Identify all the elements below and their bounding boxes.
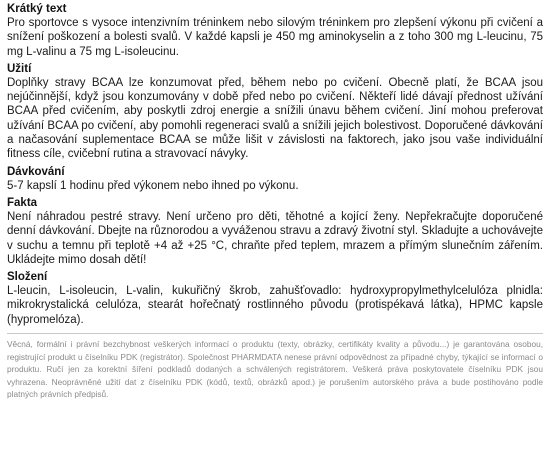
section-dosage (7, 165, 543, 193)
product-info (7, 2, 543, 401)
section-usage (7, 62, 543, 162)
section-paragraph: Doplňky stravy BCAA lze konzumovat před, během nebo po cvičení. Obecně platí, že BCAA jsou nejúčinnější, když jsou konzumovány v době před nebo po cvičení. Někteří lidé dávají přednost užívání BCAA před cvičením, aby poskytli zdroj energie a snížili únavu během cvičení. Jiní mohou preferovat užívání BCAA po cvičení, aby pomohli regeneraci svalů a snížili jejich bolestivost. Doporučené dávkování a načasování suplementace BCAA se může lišit v závislosti na faktorech, jako jsou vaše individuální fitness cíle, cvičební rutina a stravovací návyky. (7, 76, 543, 161)
section-heading: Fakta (7, 196, 38, 209)
section-facts (7, 196, 543, 267)
section-paragraph: 5-7 kapslí 1 hodinu před výkonem nebo ihned po výkonu. (7, 179, 299, 192)
section-short-text (7, 2, 543, 59)
legal-disclaimer: Věcná, formální i právní bezchybnost veškerých informací o produktu (texty, obrázky, certifikáty kvality a původu...) je garantována osobou, registrující produkt u číselníku PDK (registrátor). Společnost PHARMDATA nenese právní odpovědnost za případné chyby, týkající se informací o produktu. Ručí jen za korektní šíření podkladů dodaných a schválených registrátorem. Veškerá práva poskytovatele číselníku PDK jsou vyhrazena. Neoprávněné užití dat z číselníku PDK (kódů, textů, obrázků apod.) je porušením autorského práva a bude postihováno podle platných právních předpisů. (7, 339, 543, 400)
section-paragraph: L-leucin, L-isoleucin, L-valin, kukuřičný škrob, zahušťovadlo: hydroxypropylmethylcelulóza plnidla: mikrokrystalická celulóza, stearát hořečnatý rostlinného původu (protispékavá látka), HPMC kapsle (hypromelóza). (7, 285, 543, 326)
section-heading: Složení (7, 271, 48, 284)
section-composition (7, 270, 543, 327)
section-heading: Krátký text (7, 3, 67, 15)
section-heading: Užití (7, 62, 32, 75)
section-paragraph: Pro sportovce s vysoce intenzivním tréninkem nebo silovým tréninkem pro zlepšení výkonu při cvičení a snížení poškození a bolesti svalů. V každé kapsli je 450 mg aminokyselin a z toho 300 mg L-leucinu, 75 mg L-valinu a 75 mg L-isoleucinu. (7, 17, 543, 58)
section-heading: Dávkování (7, 165, 65, 178)
section-paragraph: Není náhradou pestré stravy. Není určeno pro děti, těhotné a kojící ženy. Nepřekračujte doporučené denní dávkování. Dbejte na různorodou a vyváženou stravu a zdravý životní styl. Skladujte a uchovávejte v suchu a temnu při teplotě +4 až +25 °C, chraňte před teplem, mrazem a přímým slunečním zářením. Ukládejte mimo dosah dětí! (7, 210, 543, 266)
footer-divider (7, 333, 543, 334)
